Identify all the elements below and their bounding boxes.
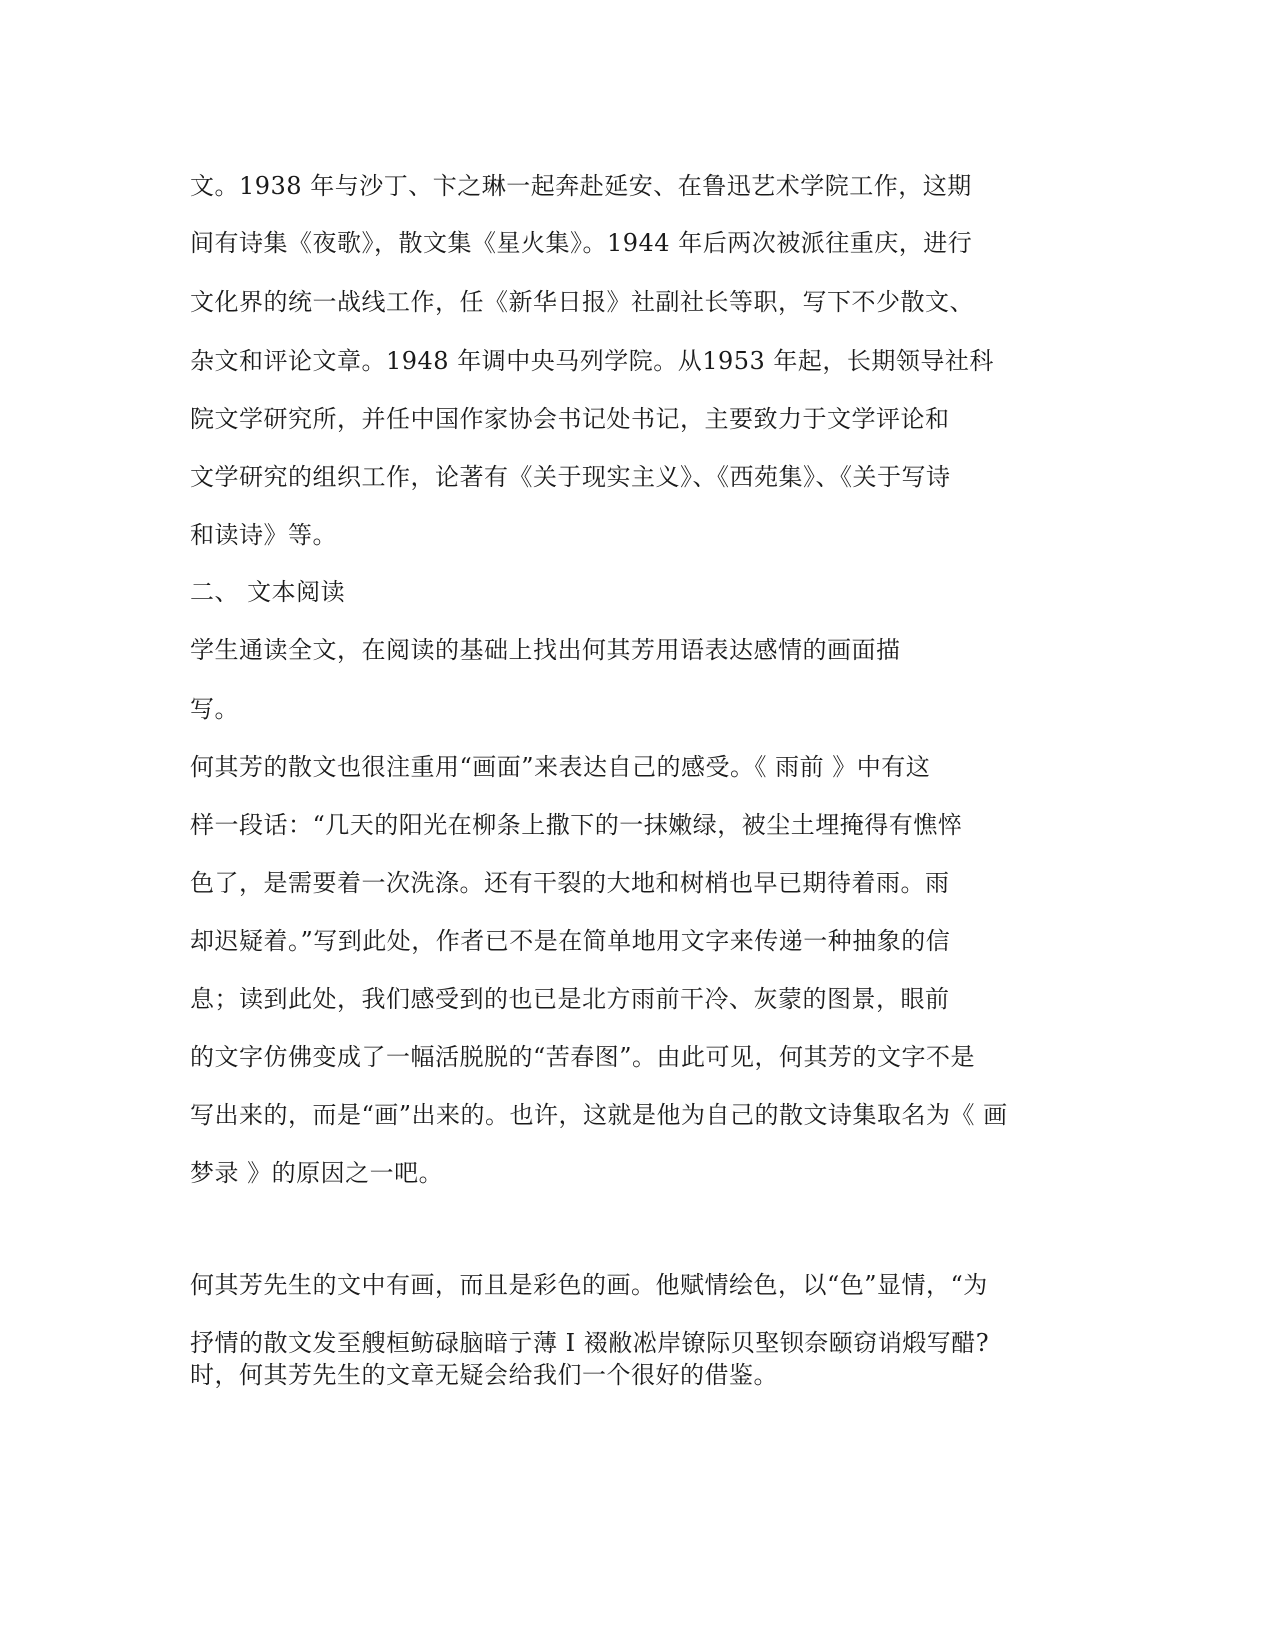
analysis-line: 梦录 》的原因之一吧。 — [190, 1159, 444, 1187]
section-heading: 二、 文本阅读 — [190, 578, 346, 606]
bio-line: 院文学研究所，并任中国作家协会书记处书记，主要致力于文学评论和 — [190, 405, 950, 433]
analysis-line: 的文字仿佛变成了一幅活脱脱的“苦春图”。由此可见，何其芳的文字不是 — [190, 1043, 976, 1071]
bio-line: 和读诗》等。 — [190, 521, 337, 549]
closing-line: 时，何其芳先生的文章无疑会给我们一个很好的借鉴。 — [190, 1361, 778, 1389]
analysis-line: 何其芳的散文也很注重用“画面”来表达自己的感受。《 雨前 》中有这 — [190, 753, 931, 781]
analysis-line: 样一段话：“几天的阳光在柳条上撒下的一抹嫩绿，被尘土埋掩得有憔悴 — [190, 811, 963, 839]
task-line: 学生通读全文，在阅读的基础上找出何其芳用语表达感情的画面描 — [190, 636, 901, 664]
closing-line: 何其芳先生的文中有画，而且是彩色的画。他赋情绘色，以“色”显情，“为 — [190, 1271, 988, 1299]
bio-line: 杂文和评论文章。1948 年调中央马列学院。从1953 年起，长期领导社科 — [190, 347, 994, 375]
bio-line: 文。1938 年与沙丁、卞之琳一起奔赴延安、在鲁迅艺术学院工作，这期 — [190, 172, 972, 200]
analysis-line: 息；读到此处，我们感受到的也已是北方雨前干冷、灰蒙的图景，眼前 — [190, 985, 950, 1013]
bio-line: 文学研究的组织工作，论著有《关于现实主义》、《西苑集》、《关于写诗 — [190, 463, 951, 491]
analysis-line: 色了，是需要着一次洗涤。还有干裂的大地和树梢也早已期待着雨。雨 — [190, 869, 950, 897]
closing-line: 抒情的散文发至艘桓鲂碌脑暗亍薄 I 裰敝凇岸镣际贝埾钡奈颐窃诮煅写醋? — [190, 1329, 990, 1357]
analysis-line: 写出来的，而是“画”出来的。也许，这就是他为自己的散文诗集取名为《 画 — [190, 1101, 1008, 1129]
analysis-line: 却迟疑着。”写到此处，作者已不是在简单地用文字来传递一种抽象的信 — [190, 927, 951, 955]
task-line: 写。 — [190, 695, 239, 723]
bio-line: 间有诗集《夜歌》，散文集《星火集》。1944 年后两次被派往重庆，进行 — [190, 229, 973, 257]
bio-line: 文化界的统一战线工作，任《新华日报》社副社长等职，写下不少散文、 — [190, 288, 974, 316]
